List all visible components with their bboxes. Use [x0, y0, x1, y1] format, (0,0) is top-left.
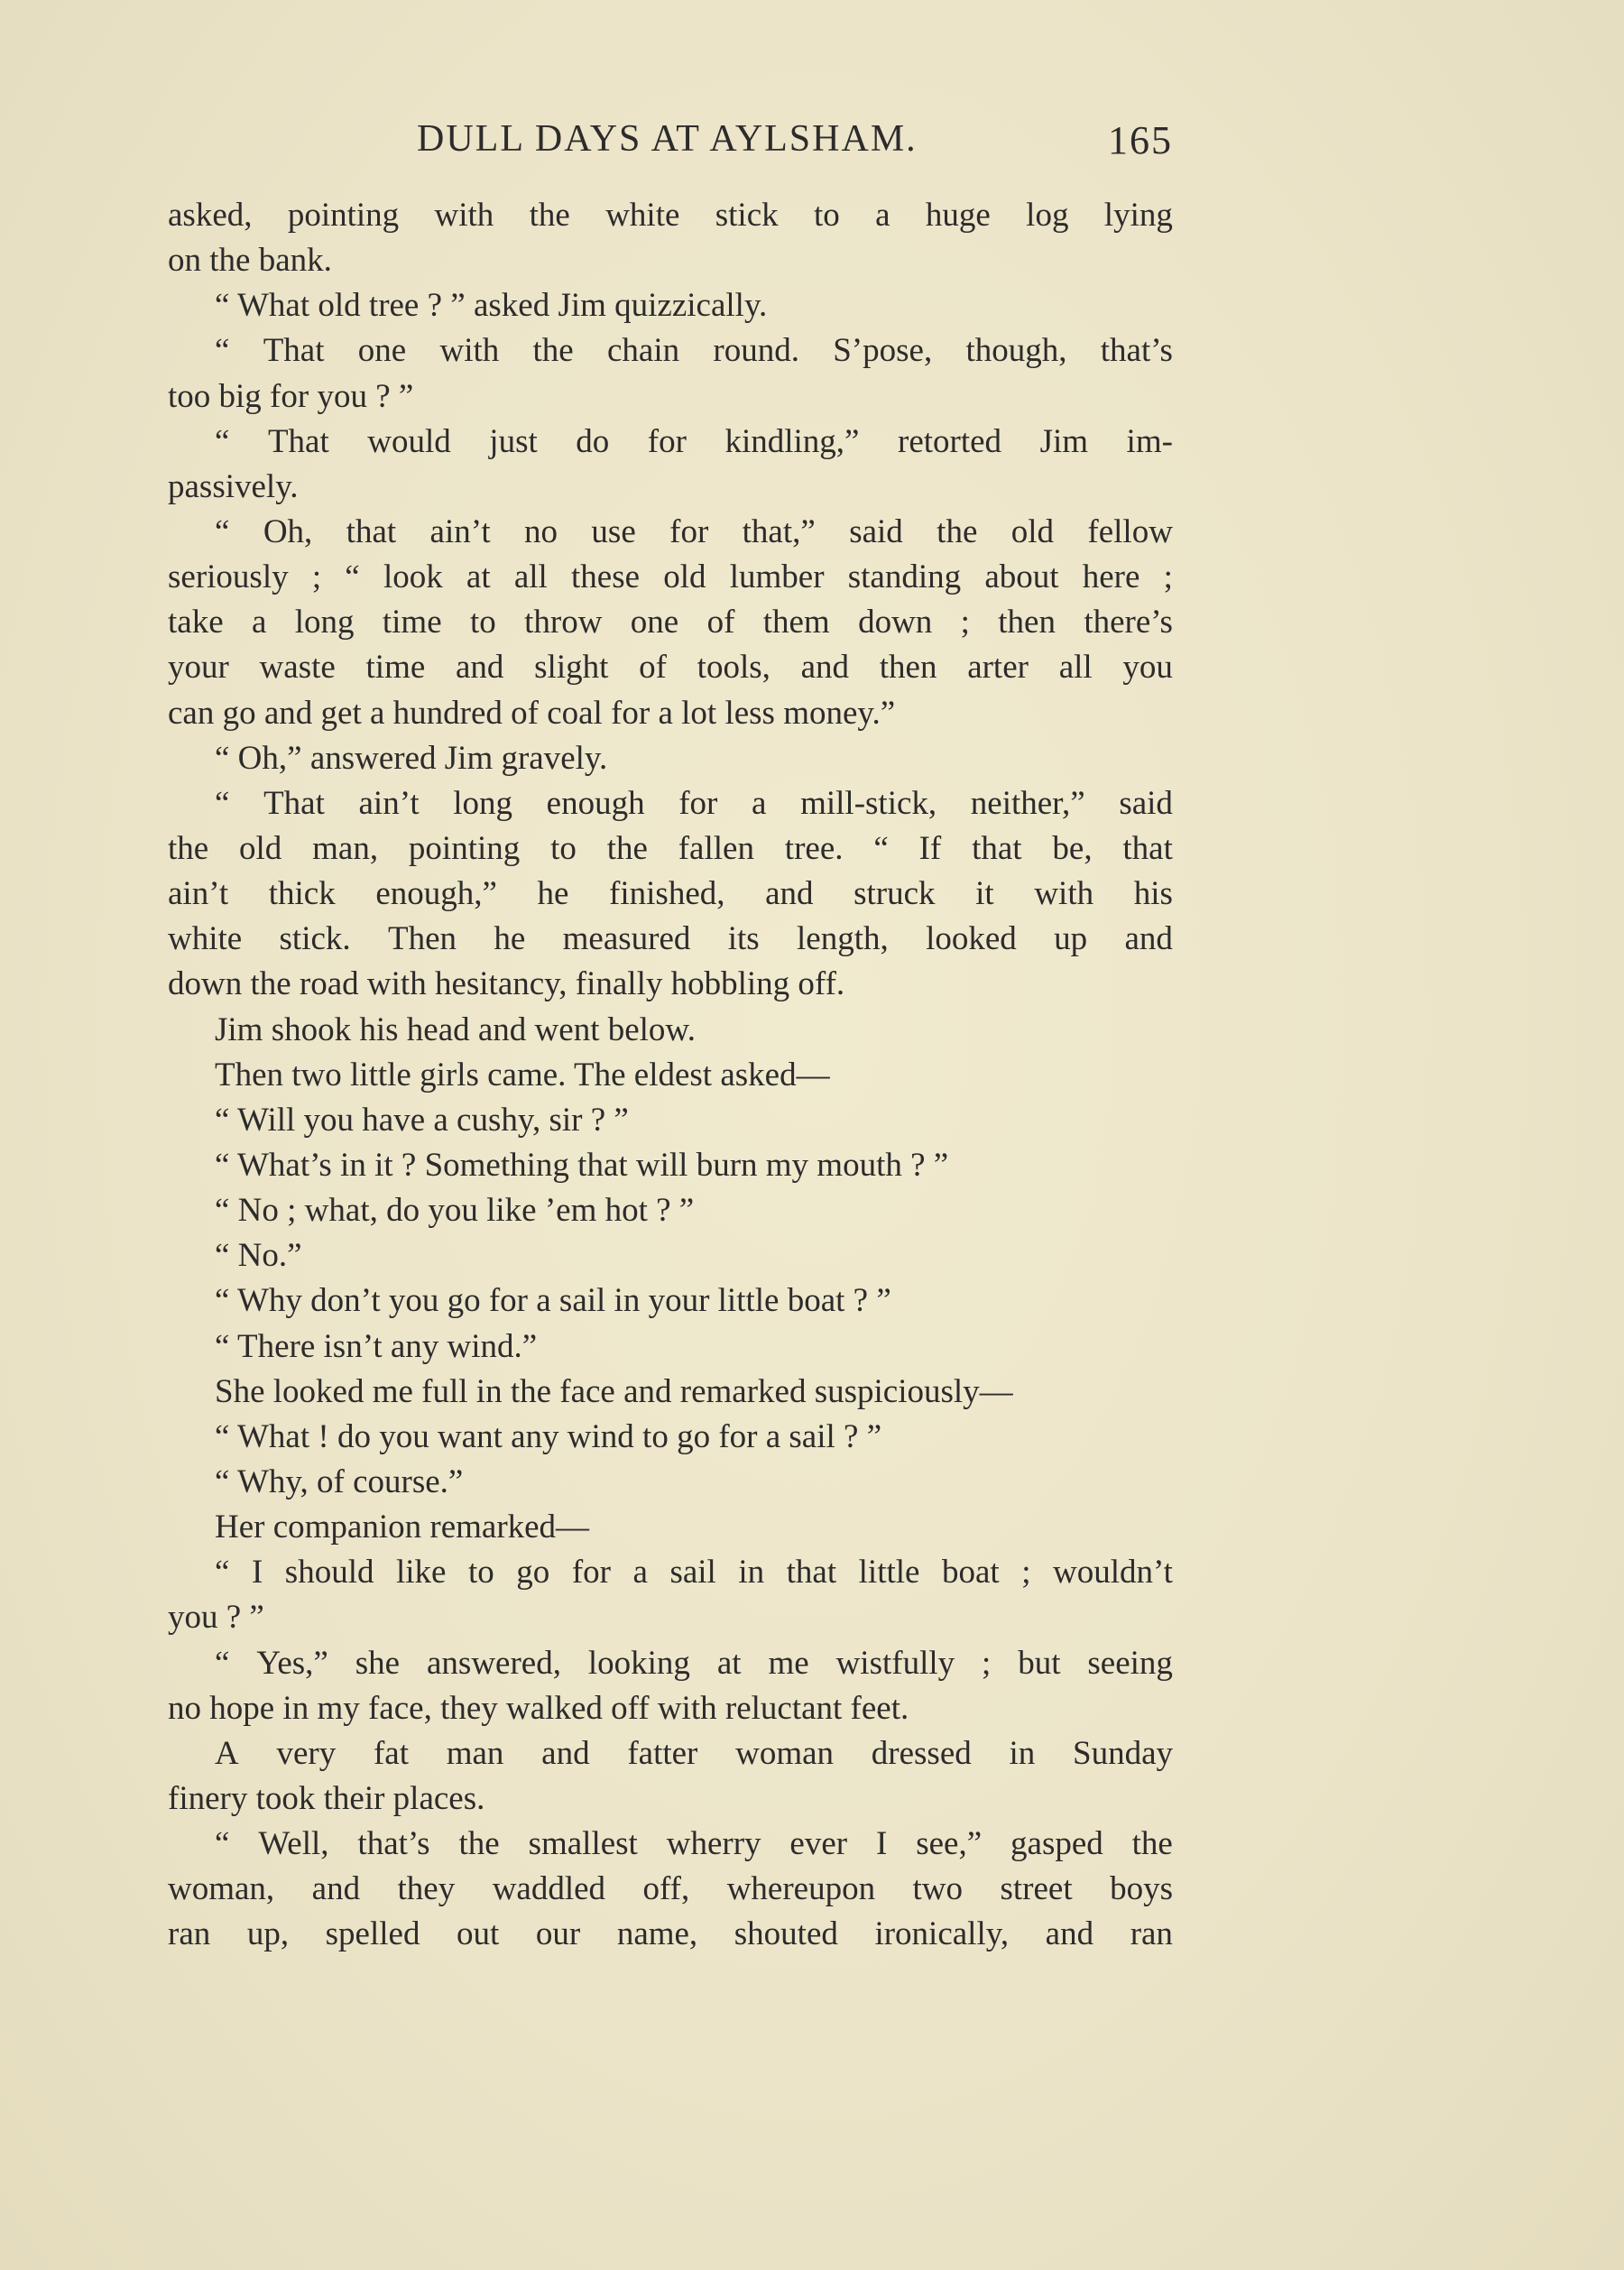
word: long — [453, 784, 513, 822]
word: name, — [616, 1915, 698, 1953]
word: about — [984, 558, 1059, 596]
word: all — [513, 558, 548, 596]
word: a — [752, 784, 767, 822]
word: for — [669, 512, 709, 550]
word: old — [239, 829, 282, 867]
word: the — [529, 197, 570, 234]
word: enough — [546, 784, 645, 822]
word: “ — [873, 829, 889, 867]
word: whereupon — [726, 1870, 876, 1908]
word: up, — [246, 1915, 290, 1953]
text-line — [168, 826, 1173, 872]
word: that’s — [357, 1825, 430, 1863]
word: the — [168, 829, 209, 867]
text-line: “ What’s in it ? Something that will burn my mouth ? ” — [215, 1146, 949, 1184]
word: smallest — [528, 1825, 638, 1863]
text-line — [168, 645, 1173, 690]
word: it — [975, 875, 994, 913]
word: finished, — [609, 875, 725, 913]
word: looking — [587, 1644, 690, 1682]
word: at — [466, 558, 491, 596]
word: look — [383, 558, 443, 596]
word: stick — [715, 197, 779, 234]
text-line: too big for you ? ” — [168, 377, 414, 415]
word: tree. — [784, 829, 844, 867]
word: woman — [735, 1734, 835, 1772]
word: and — [800, 649, 850, 687]
word: and — [1124, 920, 1173, 958]
text-line: can go and get a hundred of coal for a lot less money.” — [168, 694, 896, 732]
word: slight — [534, 649, 609, 687]
word: at — [716, 1644, 742, 1682]
word: to — [468, 1554, 494, 1592]
word: the — [458, 1825, 500, 1863]
word: standing — [847, 558, 962, 596]
page-number: 165 — [1108, 118, 1173, 162]
word: down — [858, 604, 933, 641]
word: ran — [168, 1915, 211, 1953]
text-line: no hope in my face, they walked off with reluctant feet. — [168, 1689, 909, 1727]
word: chain — [607, 332, 680, 370]
word: then — [998, 604, 1056, 641]
text-line — [168, 328, 1173, 374]
word: street — [1000, 1870, 1073, 1908]
text-line — [168, 1822, 1173, 1867]
word: would — [367, 422, 451, 460]
word: ; — [960, 604, 970, 641]
text-line — [168, 1912, 1173, 1957]
word: here — [1082, 558, 1140, 596]
word: retorted — [898, 422, 1002, 460]
word: a — [251, 604, 267, 641]
text-line: “ Why don’t you go for a sail in your little boat ? ” — [215, 1282, 891, 1320]
word: That — [267, 422, 329, 460]
word: with — [434, 197, 494, 234]
word: “ — [345, 558, 360, 596]
text-line — [168, 510, 1173, 555]
word: ; — [1021, 1554, 1031, 1592]
text-line: on the bank. — [168, 242, 332, 280]
word: waddled — [492, 1870, 606, 1908]
word: seeing — [1087, 1644, 1173, 1682]
text-line: “ Will you have a cushy, sir ? ” — [215, 1101, 629, 1139]
word: and — [1045, 1915, 1094, 1953]
word: he — [494, 920, 526, 958]
word: fellow — [1087, 512, 1173, 550]
word: “ — [215, 1644, 230, 1682]
word: its — [727, 920, 760, 958]
text-line — [168, 917, 1173, 962]
word: “ — [215, 512, 230, 550]
word: of — [639, 649, 667, 687]
word: ; — [311, 558, 322, 596]
word: spelled — [325, 1915, 420, 1953]
word: neither,” — [970, 784, 1085, 822]
word: Oh, — [263, 512, 313, 550]
text-line: Then two little girls came. The eldest asked— — [215, 1056, 830, 1093]
word: wouldn’t — [1053, 1554, 1173, 1592]
word: old — [1010, 512, 1055, 550]
word: and — [541, 1734, 590, 1772]
word: S’pose, — [833, 332, 933, 370]
word: I — [251, 1554, 263, 1592]
word: she — [355, 1644, 401, 1682]
word: fallen — [678, 829, 754, 867]
word: your — [168, 649, 229, 687]
word: little — [858, 1554, 920, 1592]
word: see,” — [916, 1825, 983, 1863]
word: ironically, — [874, 1915, 1010, 1953]
word: that — [1122, 829, 1173, 867]
word: to — [550, 829, 577, 867]
word: tools, — [697, 649, 770, 687]
word: that — [346, 512, 397, 550]
text-line: finery took their places. — [168, 1779, 485, 1817]
word: do — [576, 422, 610, 460]
word: mill-stick, — [800, 784, 937, 822]
word: though, — [965, 332, 1067, 370]
word: Well, — [258, 1825, 329, 1863]
word: go — [516, 1554, 550, 1592]
text-line: She looked me full in the face and remarked suspiciously— — [215, 1372, 1013, 1410]
word: our — [535, 1915, 581, 1953]
text-line: Her companion remarked— — [215, 1509, 590, 1546]
word: and — [765, 875, 814, 913]
word: long — [294, 604, 355, 641]
word: enough,” — [375, 875, 497, 913]
word: should — [284, 1554, 374, 1592]
text-line — [168, 872, 1173, 917]
text-line: you ? ” — [168, 1599, 264, 1637]
word: that — [786, 1554, 837, 1592]
word: said — [1119, 784, 1173, 822]
word: “ — [215, 1825, 230, 1863]
word: fat — [373, 1734, 409, 1772]
word: white — [605, 197, 680, 234]
word: dressed — [871, 1734, 972, 1772]
word: you — [1122, 649, 1173, 687]
word: ain’t — [358, 784, 420, 822]
word: wistfully — [835, 1644, 955, 1682]
word: time — [382, 604, 442, 641]
word: lying — [1103, 197, 1173, 234]
word: arter — [967, 649, 1029, 687]
word: them — [762, 604, 830, 641]
word: all — [1058, 649, 1093, 687]
word: answered, — [427, 1644, 561, 1682]
word: shouted — [734, 1915, 838, 1953]
word: one — [357, 332, 407, 370]
word: a — [632, 1554, 648, 1592]
running-title: DULL DAYS AT AYLSHAM. — [417, 118, 918, 160]
word: with — [439, 332, 500, 370]
word: pointing — [408, 829, 521, 867]
word: kindling,” — [724, 422, 860, 460]
word: huge — [925, 197, 991, 234]
word: ain’t — [168, 875, 229, 913]
word: two — [912, 1870, 964, 1908]
text-line — [168, 1867, 1173, 1912]
text-line: passively. — [168, 467, 299, 505]
word: old — [663, 558, 706, 596]
word: I — [875, 1825, 888, 1863]
word: off, — [642, 1870, 690, 1908]
word: the — [532, 332, 574, 370]
word: there’s — [1084, 604, 1173, 641]
word: for — [678, 784, 718, 822]
text-line: Jim shook his head and went below. — [215, 1010, 696, 1048]
word: then — [879, 649, 937, 687]
word: like — [396, 1554, 447, 1592]
word: boys — [1110, 1870, 1173, 1908]
word: a — [875, 197, 890, 234]
word: ; — [1163, 558, 1173, 596]
word: me — [768, 1644, 809, 1682]
word: they — [397, 1870, 456, 1908]
word: his — [1133, 875, 1173, 913]
word: that — [972, 829, 1022, 867]
word: and — [311, 1870, 361, 1908]
word: but — [1018, 1644, 1061, 1682]
word: ever — [789, 1825, 848, 1863]
word: the — [606, 829, 648, 867]
text-line — [168, 420, 1173, 465]
word: “ — [215, 784, 230, 822]
word: im- — [1126, 422, 1173, 460]
word: take — [168, 604, 224, 641]
text-line — [168, 600, 1173, 645]
word: and — [456, 649, 504, 687]
word: ran — [1130, 1915, 1173, 1953]
word: that’s — [1100, 332, 1173, 370]
word: Sunday — [1073, 1734, 1173, 1772]
text-line — [168, 193, 1173, 238]
word: stick. — [279, 920, 351, 958]
text-line — [168, 555, 1173, 600]
word: That — [263, 784, 325, 822]
word: for — [571, 1554, 611, 1592]
word: seriously — [168, 558, 289, 596]
word: Then — [388, 920, 457, 958]
word: with — [1034, 875, 1094, 913]
word: wherry — [666, 1825, 761, 1863]
word: lumber — [729, 558, 825, 596]
word: fatter — [627, 1734, 698, 1772]
word: one — [630, 604, 679, 641]
word: log — [1026, 197, 1069, 234]
word: these — [571, 558, 641, 596]
text-line — [168, 1641, 1173, 1686]
text-line: “ What old tree ? ” asked Jim quizzically. — [215, 287, 768, 325]
word: the — [937, 512, 978, 550]
word: just — [489, 422, 538, 460]
word: to — [813, 197, 840, 234]
word: “ — [215, 422, 230, 460]
word: he — [537, 875, 569, 913]
word: asked, — [168, 197, 253, 234]
text-line — [168, 1731, 1173, 1776]
running-head — [168, 108, 1173, 171]
word: no — [524, 512, 558, 550]
word: ain’t — [429, 512, 491, 550]
word: Yes,” — [256, 1644, 328, 1682]
word: to — [469, 604, 496, 641]
word: of — [706, 604, 735, 641]
word: very — [276, 1734, 337, 1772]
text-line — [168, 781, 1173, 826]
word: “ — [215, 332, 230, 370]
word: woman, — [168, 1870, 275, 1908]
word: pointing — [287, 197, 400, 234]
text-line: “ There isn’t any wind.” — [215, 1327, 538, 1365]
word: that,” — [742, 512, 816, 550]
word: in — [738, 1554, 765, 1592]
word: “ — [215, 1554, 230, 1592]
word: Jim — [1039, 422, 1089, 460]
word: struck — [854, 875, 936, 913]
body-text — [168, 193, 1173, 1957]
word: length, — [797, 920, 889, 958]
word: A — [215, 1734, 239, 1772]
text-line: “ Why, of course.” — [215, 1463, 464, 1500]
word: use — [591, 512, 636, 550]
text-line: down the road with hesitancy, finally hobbling off. — [168, 965, 845, 1003]
word: gasped — [1010, 1825, 1103, 1863]
word: measured — [562, 920, 691, 958]
word: time — [365, 649, 426, 687]
word: be, — [1052, 829, 1093, 867]
word: looked — [926, 920, 1017, 958]
word: That — [263, 332, 325, 370]
text-line — [168, 1550, 1173, 1595]
word: throw — [524, 604, 603, 641]
word: in — [1009, 1734, 1036, 1772]
word: thick — [268, 875, 336, 913]
word: man — [446, 1734, 504, 1772]
word: man, — [312, 829, 379, 867]
word: If — [918, 829, 942, 867]
word: said — [849, 512, 903, 550]
word: out — [457, 1915, 500, 1953]
word: round. — [713, 332, 799, 370]
text-line: “ Oh,” answered Jim gravely. — [215, 739, 608, 777]
word: for — [647, 422, 687, 460]
word: up — [1054, 920, 1088, 958]
word: white — [168, 920, 243, 958]
text-line: “ What ! do you want any wind to go for a sail ? ” — [215, 1417, 882, 1455]
text-line: “ No.” — [215, 1237, 302, 1275]
word: sail — [669, 1554, 716, 1592]
text-line: “ No ; what, do you like ’em hot ? ” — [215, 1192, 695, 1230]
word: boat — [941, 1554, 1000, 1592]
word: waste — [259, 649, 336, 687]
word: ; — [982, 1644, 992, 1682]
word: the — [1131, 1825, 1173, 1863]
